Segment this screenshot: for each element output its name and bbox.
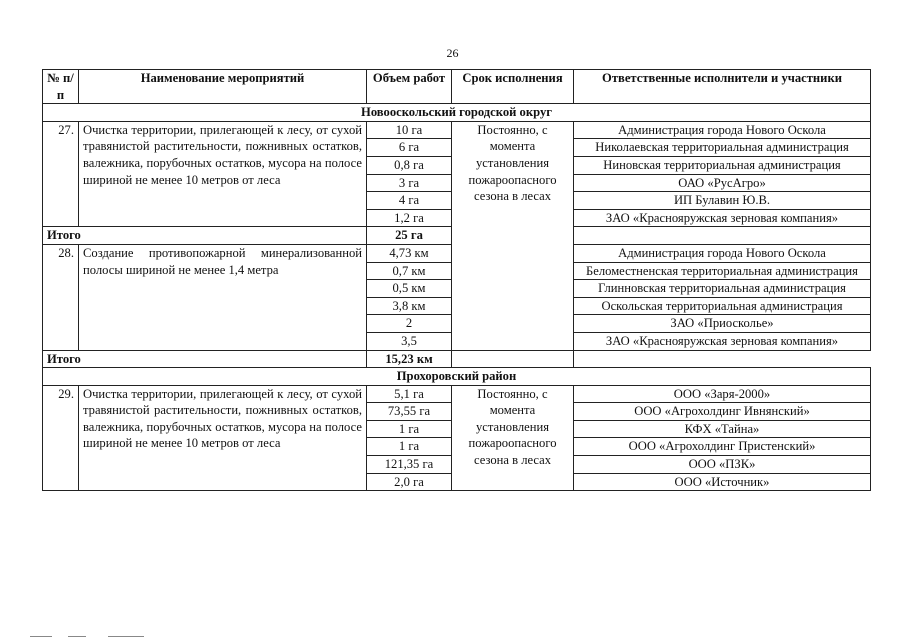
empty-cell — [452, 350, 574, 368]
volume-cell: 2,0 га — [367, 473, 452, 491]
responsible-cell: ООО «Агрохолдинг Пристенский» — [574, 438, 871, 456]
table-row — [43, 385, 871, 403]
col-header-name: Наименование мероприятий — [79, 70, 367, 104]
scan-artifact — [30, 636, 52, 637]
responsible-cell: ООО «Агрохолдинг Ивнянский» — [574, 403, 871, 421]
term-cell: Постоянно, с момента установления пожароопасного сезона в лесах — [452, 385, 574, 491]
volume-cell: 4,73 км — [367, 244, 452, 262]
responsible-cell: ЗАО «Краснояружская зерновая компания» — [574, 332, 871, 350]
volume-cell: 3,8 км — [367, 297, 452, 315]
total-label: Итого — [43, 350, 367, 368]
section-title: Новооскольский городской округ — [43, 104, 871, 122]
total-value: 25 га — [367, 227, 452, 245]
volume-cell: 73,55 га — [367, 403, 452, 421]
section-row — [43, 104, 871, 122]
responsible-cell: ИП Булавин Ю.В. — [574, 192, 871, 210]
volume-cell: 3 га — [367, 174, 452, 192]
total-value: 15,23 км — [367, 350, 452, 368]
responsible-cell: ООО «Источник» — [574, 473, 871, 491]
responsible-cell: Ниновская территориальная администрация — [574, 156, 871, 174]
responsible-cell: ЗАО «Краснояружская зерновая компания» — [574, 209, 871, 227]
activity-number: 28. — [43, 244, 79, 350]
activity-description: Очистка территории, прилегающей к лесу, от сухой травянистой растительности, пожнивных остатков, валежника, порубочных остатков, мусора на полосе шириной не менее 10 метров от леса — [79, 385, 367, 491]
total-row — [43, 350, 871, 368]
col-header-num: № п/п — [43, 70, 79, 104]
activity-description: Очистка территории, прилегающей к лесу, от сухой травянистой растительности, пожнивных остатков, валежника, порубочных остатков, мусора на полосе шириной не менее 10 метров от леса — [79, 121, 367, 227]
table-header-row — [43, 70, 871, 104]
volume-cell: 1 га — [367, 420, 452, 438]
volume-cell: 121,35 га — [367, 456, 452, 474]
scan-artifact — [68, 636, 86, 637]
term-cell: Постоянно, с момента установления пожароопасного сезона в лесах — [452, 121, 574, 350]
volume-cell: 6 га — [367, 139, 452, 157]
col-header-responsible: Ответственные исполнители и участники — [574, 70, 871, 104]
volume-cell: 0,5 км — [367, 280, 452, 298]
col-header-term: Срок исполнения — [452, 70, 574, 104]
volume-cell: 10 га — [367, 121, 452, 139]
section-row — [43, 368, 871, 386]
activity-number: 27. — [43, 121, 79, 227]
measures-table — [42, 69, 871, 491]
volume-cell: 0,8 га — [367, 156, 452, 174]
responsible-cell: Беломестненская территориальная администрация — [574, 262, 871, 280]
responsible-cell: ООО «Заря-2000» — [574, 385, 871, 403]
scan-artifact — [108, 636, 144, 637]
volume-cell: 0,7 км — [367, 262, 452, 280]
activity-number: 29. — [43, 385, 79, 491]
responsible-cell: ЗАО «Приосколье» — [574, 315, 871, 333]
volume-cell: 4 га — [367, 192, 452, 210]
page-number: 26 — [446, 46, 459, 60]
activity-description: Создание противопожарной минерализованной полосы шириной не менее 1,4 метра — [79, 244, 367, 350]
responsible-cell: Администрация города Нового Оскола — [574, 244, 871, 262]
responsible-cell: КФХ «Тайна» — [574, 420, 871, 438]
volume-cell: 5,1 га — [367, 385, 452, 403]
responsible-cell: Администрация города Нового Оскола — [574, 121, 871, 139]
empty-cell — [574, 227, 871, 245]
total-label: Итого — [43, 227, 367, 245]
volume-cell: 1,2 га — [367, 209, 452, 227]
responsible-cell: Оскольская территориальная администрация — [574, 297, 871, 315]
volume-cell: 2 — [367, 315, 452, 333]
responsible-cell: Глинновская территориальная администрация — [574, 280, 871, 298]
volume-cell: 1 га — [367, 438, 452, 456]
section-title: Прохоровский район — [43, 368, 871, 386]
responsible-cell: ООО «ПЗК» — [574, 456, 871, 474]
volume-cell: 3,5 — [367, 332, 452, 350]
responsible-cell: ОАО «РусАгро» — [574, 174, 871, 192]
responsible-cell: Николаевская территориальная администрация — [574, 139, 871, 157]
col-header-volume: Объем работ — [367, 70, 452, 104]
table-row — [43, 121, 871, 139]
